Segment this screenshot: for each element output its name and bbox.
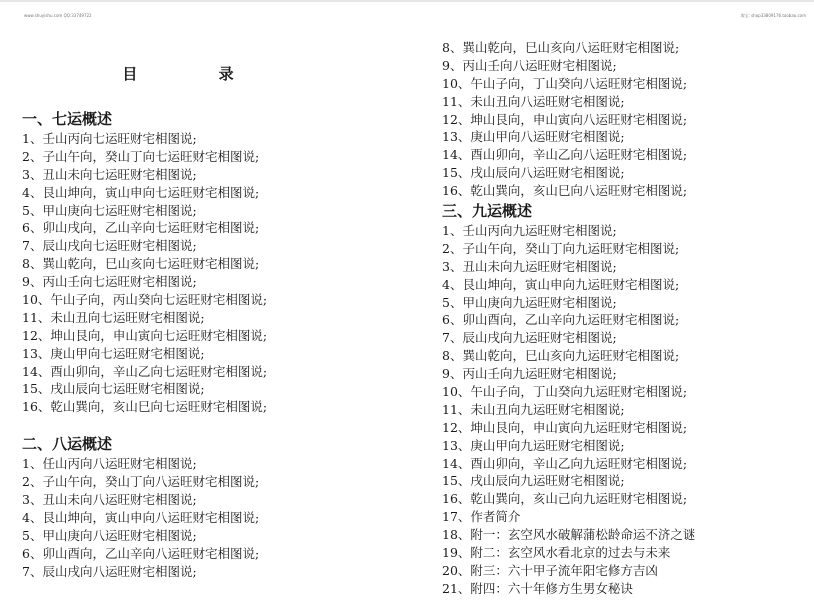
list-item: 1、壬山丙向九运旺财宅相图说; (442, 223, 617, 239)
toc-title: 目 录 (122, 65, 272, 83)
list-item: 9、丙山壬向七运旺财宅相图说; (22, 274, 197, 290)
list-item: 5、甲山庚向八运旺财宅相图说; (22, 527, 197, 543)
list-item: 12、坤山艮向，申山寅向七运旺财宅相图说; (22, 327, 268, 343)
list-item: 9、丙山壬向八运旺财宅相图说; (442, 57, 617, 73)
list-item: 2、子山午向，癸山丁向七运旺财宅相图说; (22, 148, 260, 164)
list-item: 13、庚山甲向九运旺财宅相图说; (442, 437, 625, 453)
list-item: 16、乾山巽向，亥山巳向八运旺财宅相图说; (442, 183, 688, 199)
list-item: 13、庚山甲向七运旺财宅相图说; (22, 345, 205, 361)
list-item: 14、酉山卯向，辛山乙向九运旺财宅相图说; (442, 455, 688, 471)
header-right-text: 淘宝: shop33809176.taobao.com (740, 13, 806, 18)
list-item: 4、艮山坤向，寅山申向九运旺财宅相图说; (442, 276, 680, 292)
list-item: 15、戌山辰向七运旺财宅相图说; (22, 381, 205, 397)
list-item: 18、附一：玄空风水破解蒲松龄命运不济之谜 (442, 527, 696, 543)
list-item: 3、丑山未向八运旺财宅相图说; (22, 492, 197, 508)
left-column (22, 62, 422, 580)
list-item: 10、午山子向，丁山癸向八运旺财宅相图说; (442, 75, 688, 91)
header-left-text: www.shuyishu.com QQ:33749722 (24, 13, 92, 18)
list-item: 13、庚山甲向八运旺财宅相图说; (442, 129, 625, 145)
list-item: 4、艮山坤向，寅山申向八运旺财宅相图说; (22, 509, 260, 525)
list-item: 8、巽山乾向，巳山亥向八运旺财宅相图说; (442, 40, 680, 55)
list-item: 9、丙山壬向九运旺财宅相图说; (442, 366, 617, 382)
list-item: 15、戌山辰向八运旺财宅相图说; (442, 165, 625, 181)
list-item: 6、卯山戌向，乙山辛向七运旺财宅相图说; (22, 220, 260, 236)
list-item: 6、卯山酉向，乙山辛向八运旺财宅相图说; (22, 545, 260, 561)
section-7-list (22, 130, 422, 416)
list-item: 2、子山午向，癸山丁向九运旺财宅相图说; (442, 240, 680, 256)
section-8-list-part1 (22, 455, 422, 580)
list-item: 16、乾山巽向，亥山巳向七运旺财宅相图说; (22, 399, 268, 415)
section-title-7: 一、七运概述 (22, 110, 113, 128)
list-item: 15、戌山辰向九运旺财宅相图说; (442, 473, 625, 489)
list-item: 21、附四：六十年修方生男女秘诀 (442, 580, 633, 596)
list-item: 5、甲山庚向九运旺财宅相图说; (442, 294, 617, 310)
list-item: 11、未山丑向九运旺财宅相图说; (442, 401, 625, 417)
list-item: 8、巽山乾向，巳山亥向九运旺财宅相图说; (442, 348, 680, 364)
list-item: 17、作者简介 (442, 509, 521, 525)
list-item: 1、壬山丙向七运旺财宅相图说; (22, 131, 197, 146)
list-item: 19、附二：玄空风水看北京的过去与未来 (442, 545, 671, 561)
list-item: 4、艮山坤向，寅山申向七运旺财宅相图说; (22, 184, 260, 200)
list-item: 7、辰山戌向九运旺财宅相图说; (442, 330, 617, 346)
right-column (442, 39, 814, 598)
list-item: 3、丑山未向七运旺财宅相图说; (22, 166, 197, 182)
list-item: 8、巽山乾向，巳山亥向七运旺财宅相图说; (22, 256, 260, 272)
list-item: 10、午山子向，丙山癸向七运旺财宅相图说; (22, 292, 268, 308)
list-item: 7、辰山戌向七运旺财宅相图说; (22, 238, 197, 254)
list-item: 14、酉山卯向，辛山乙向七运旺财宅相图说; (22, 363, 268, 379)
list-item: 2、子山午向，癸山丁向八运旺财宅相图说; (22, 474, 260, 490)
section-9-list (442, 222, 814, 598)
list-item: 12、坤山艮向，申山寅向八运旺财宅相图说; (442, 111, 688, 127)
section-8-list-part2 (442, 39, 814, 200)
section-spacer (22, 416, 422, 433)
list-item: 3、丑山未向九运旺财宅相图说; (442, 258, 617, 274)
top-border (0, 0, 814, 2)
list-item: 11、未山丑向八运旺财宅相图说; (442, 93, 625, 109)
list-item: 14、酉山卯向，辛山乙向八运旺财宅相图说; (442, 147, 688, 163)
section-title-9: 三、九运概述 (442, 202, 533, 221)
list-item: 10、午山子向，丁山癸向九运旺财宅相图说; (442, 384, 688, 400)
list-item: 1、任山丙向八运旺财宅相图说; (22, 456, 197, 472)
list-item: 6、卯山酉向，乙山辛向九运旺财宅相图说; (442, 312, 680, 328)
list-item: 11、未山丑向七运旺财宅相图说; (22, 309, 205, 325)
section-title-8: 二、八运概述 (22, 435, 113, 454)
list-item: 16、乾山巽向，亥山己向九运旺财宅相图说; (442, 491, 688, 507)
list-item: 12、坤山艮向，申山寅向九运旺财宅相图说; (442, 419, 688, 435)
list-item: 7、辰山戌向八运旺财宅相图说; (22, 563, 197, 579)
list-item: 5、甲山庚向七运旺财宅相图说; (22, 202, 197, 218)
list-item: 20、附三：六十甲子流年阳宅修方吉凶 (442, 562, 658, 578)
